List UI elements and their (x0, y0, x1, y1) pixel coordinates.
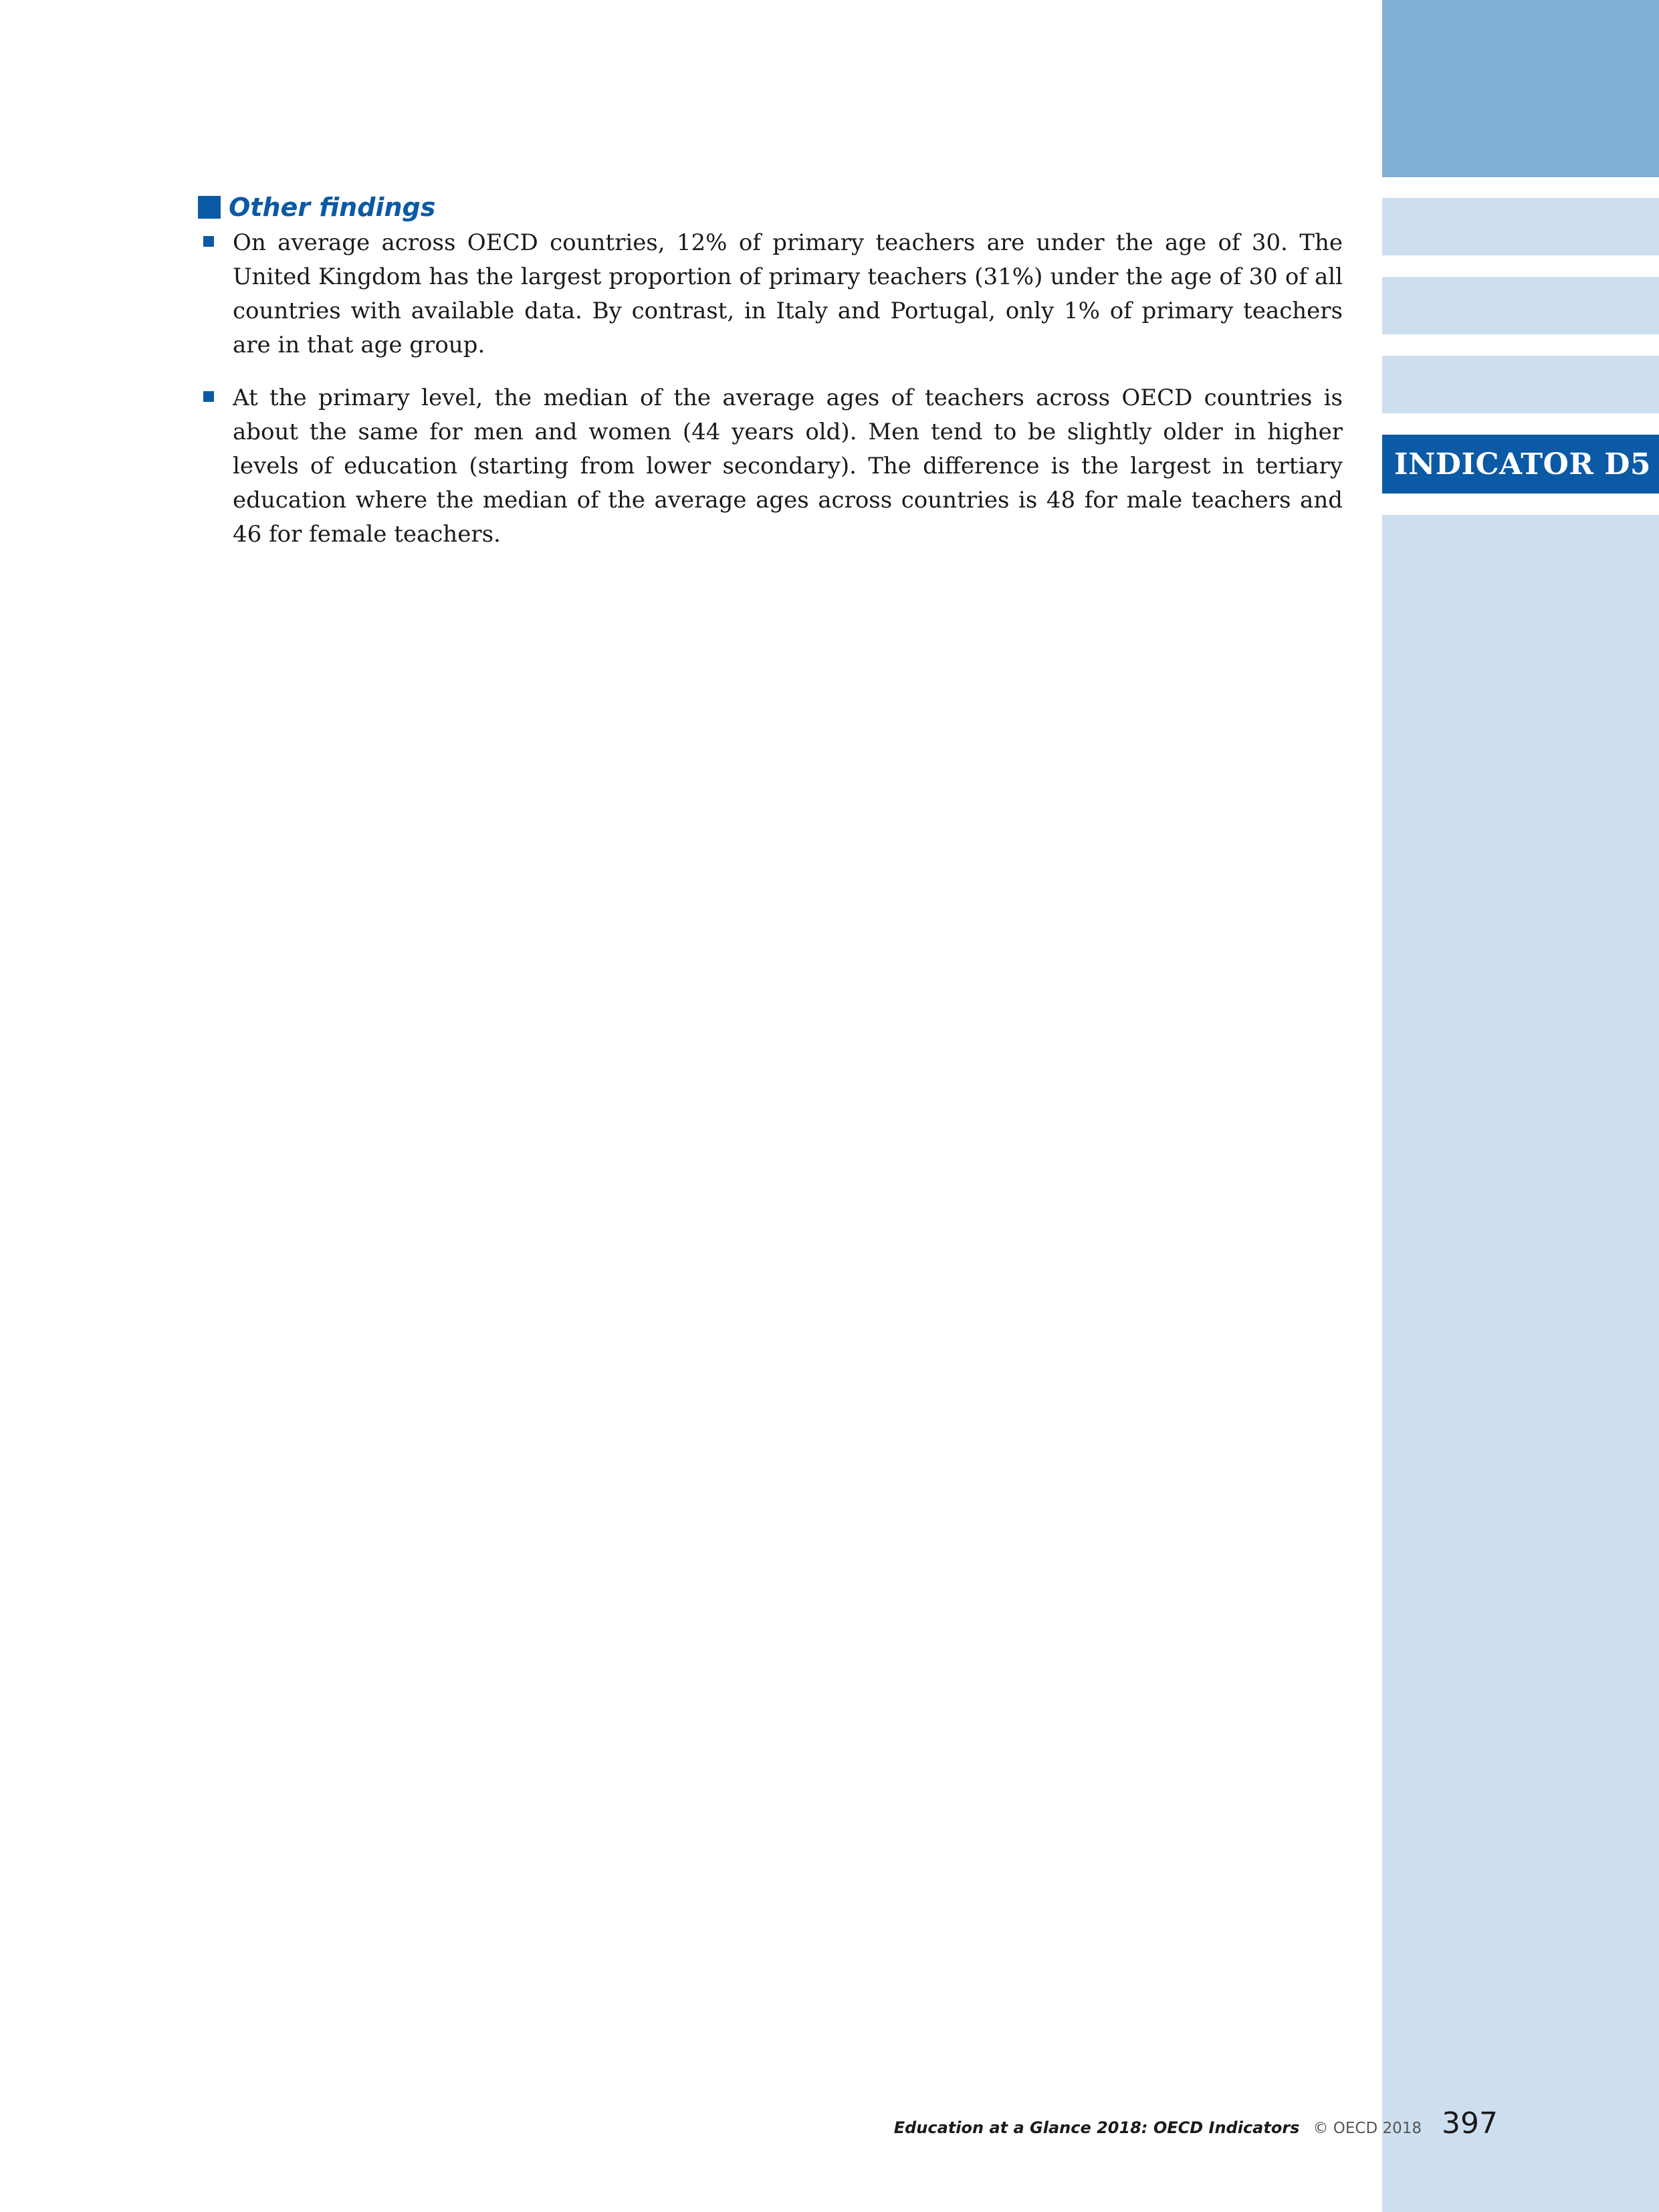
sidebar-indicator-tab (1382, 435, 1659, 493)
bullet-square-icon (203, 236, 214, 247)
section-title: Other findings (229, 193, 436, 222)
sidebar-bottom-block (1382, 515, 1659, 2212)
section-header (198, 193, 435, 222)
right-sidebar (1382, 0, 1659, 2212)
sidebar-tab-1 (1382, 198, 1659, 255)
sidebar-tab-3 (1382, 356, 1659, 413)
sidebar-top-block (1382, 0, 1659, 177)
indicator-label: INDICATOR D5 (1394, 447, 1652, 481)
copyright-notice: © OECD 2018 (1313, 2120, 1422, 2137)
finding-item (198, 381, 1343, 552)
publication-title: Education at a Glance 2018: OECD Indicators (893, 2118, 1300, 2137)
sidebar-tab-2 (1382, 277, 1659, 334)
bullet-square-icon (203, 391, 214, 402)
finding-item (198, 226, 1343, 362)
findings-list (198, 226, 1343, 570)
finding-text: On average across OECD countries, 12% of primary teachers are under the age of 30. The United Kingdom has the largest proportion of primary teachers (31%) under the age of 30 of all countries with available data. By contrast, in Italy and Portugal, only 1% of primary teachers are in that age group. (233, 229, 1343, 358)
section-square-icon (198, 196, 221, 219)
page-footer (869, 2106, 1498, 2140)
finding-text: At the primary level, the median of the average ages of teachers across OECD countries is about the same for men and women (44 years old). Men tend to be slightly older in higher levels of education (starting from lower secondary). The difference is the largest in tertiary education where the median of the average ages across countries is 48 for male teachers and 46 for female teachers. (233, 384, 1343, 548)
page-number: 397 (1442, 2106, 1498, 2140)
